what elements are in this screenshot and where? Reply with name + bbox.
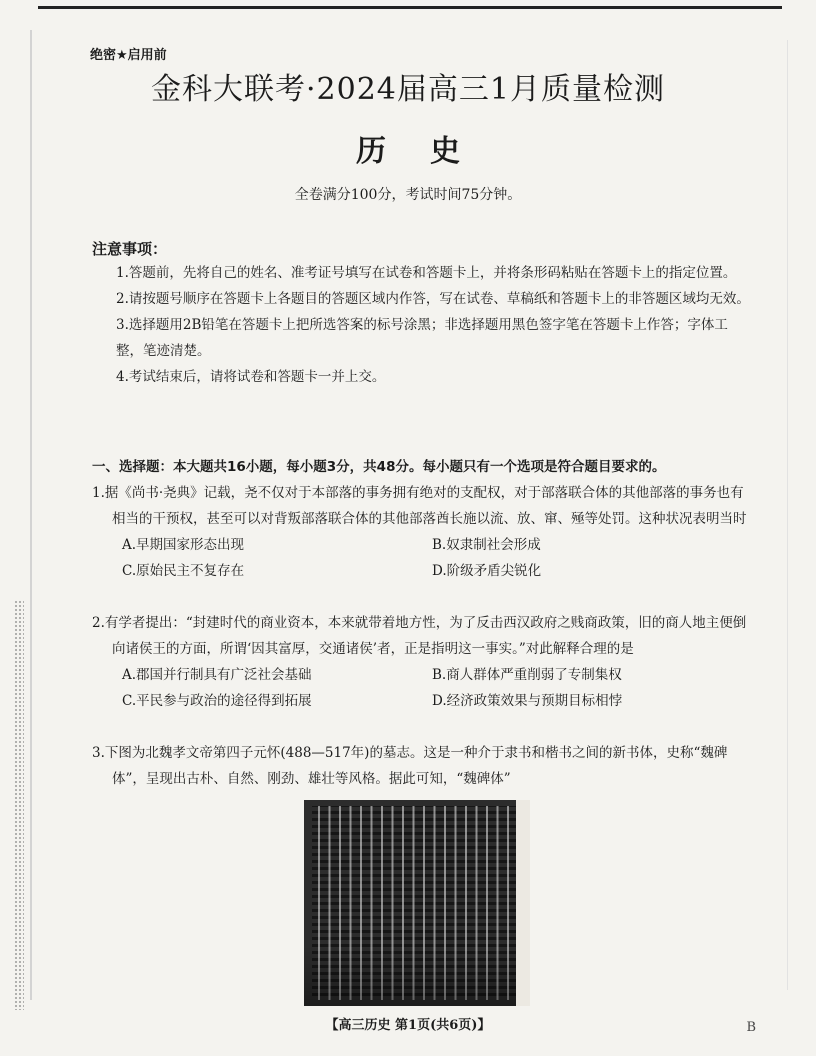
- top-border-rule: [38, 6, 782, 9]
- score-info: 全卷满分100分，考试时间75分钟。: [294, 187, 522, 203]
- option-c[interactable]: C.原始民主不复存在: [122, 563, 245, 579]
- rubbing-edge: [516, 800, 530, 1006]
- option-d[interactable]: D.阶级矛盾尖锐化: [432, 563, 542, 579]
- question-1: [92, 480, 752, 584]
- notes-list: [116, 260, 752, 390]
- option-c[interactable]: C.平民参与政治的途径得到拓展: [122, 693, 312, 709]
- options-grid: [92, 532, 752, 584]
- option-b[interactable]: B.奴隶制社会形成: [432, 537, 541, 553]
- question-2: [92, 610, 752, 714]
- note-item: 1.答题前，先将自己的姓名、准考证号填写在试卷和答题卡上，并将条形码粘贴在答题卡上的指定位置。: [116, 265, 737, 281]
- question-text: 3.下图为北魏孝文帝第四子元怀(488—517年)的墓志。这是一种介于隶书和楷书之间的新书体，史称“魏碑体”，呈现出古朴、自然、刚劲、雄壮等风格。据此可知，“魏碑体”: [92, 745, 728, 787]
- note-item: 2.请按题号顺序在答题卡上各题目的答题区域内作答，写在试卷、草稿纸和答题卡上的非答题区域均无效。: [116, 291, 750, 307]
- epitaph-rubbing-image: [304, 800, 530, 1006]
- note-item: 4.考试结束后，请将试卷和答题卡一并上交。: [116, 369, 386, 385]
- notes-heading: 注意事项：: [92, 240, 168, 258]
- page-right-edge: [787, 40, 788, 990]
- section-heading: 一、选择题：本大题共16小题，每小题3分，共48分。每小题只有一个选项是符合题目要求的。: [92, 459, 666, 475]
- options-grid: [92, 662, 752, 714]
- corner-mark: B: [746, 1020, 756, 1035]
- note-item: 3.选择题用2B铅笔在答题卡上把所选答案的标号涂黑；非选择题用黑色签字笔在答题卡上作答；字体工整，笔迹清楚。: [116, 317, 728, 359]
- option-a[interactable]: A.郡国并行制具有广泛社会基础: [122, 667, 312, 683]
- option-a[interactable]: A.早期国家形态出现: [122, 537, 245, 553]
- question-text: 2.有学者提出：“封建时代的商业资本，本来就带着地方性，为了反击西汉政府之贱商政策，旧的商人地主便倒向诸侯王的方面，所谓‘因其富厚，交通诸侯’者，正是指明这一事实。”对此解释合理的是: [92, 615, 747, 657]
- question-text: 1.据《尚书·尧典》记载，尧不仅对于本部落的事务拥有绝对的支配权，对于部落联合体的其他部落的事务也有相当的干预权，甚至可以对背叛部落联合体的其他部落酋长施以流、放、窜、殛等处罚。这种状况表明当时: [92, 485, 747, 527]
- question-3: [92, 740, 752, 792]
- rubbing-shade: [304, 946, 530, 1006]
- confidential-label: 绝密★启用前: [90, 48, 167, 63]
- option-d[interactable]: D.经济政策效果与预期目标相悖: [432, 693, 623, 709]
- page-left-edge: [30, 30, 32, 1000]
- binding-margin: [14, 600, 24, 1010]
- subject-title: 历史: [356, 134, 504, 169]
- option-b[interactable]: B.商人群体严重削弱了专制集权: [432, 667, 622, 683]
- page-footer: 【高三历史 第1页(共6页)】: [325, 1018, 491, 1033]
- exam-title: 金科大联考·2024届高三1月质量检测: [151, 72, 665, 107]
